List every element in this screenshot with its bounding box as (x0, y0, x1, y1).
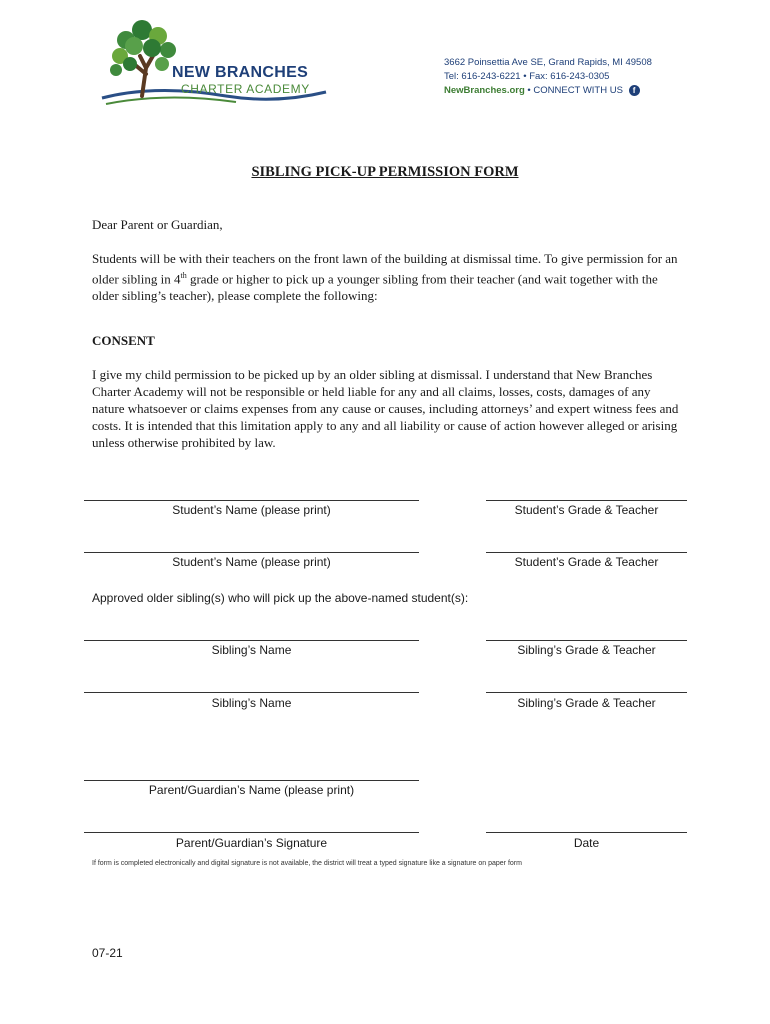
approved-siblings-label: Approved older sibling(s) who will pick up the above-named student(s): (92, 591, 469, 605)
parent-signature-label: Parent/Guardian’s Signature (175, 836, 328, 850)
intro-superscript: th (180, 271, 187, 280)
student-grade-1-line[interactable] (486, 500, 687, 501)
student-grade-2-label: Student’s Grade & Teacher (514, 555, 659, 569)
sibling-name-1-line[interactable] (84, 640, 419, 641)
school-website[interactable]: NewBranches.org (444, 85, 525, 97)
intro-text-start: Students will be with their teachers on the front lawn of the building at dismissal time. To give permission for an older sibling in 4 (92, 251, 678, 287)
student-grade-1-label: Student’s Grade & Teacher (514, 503, 659, 517)
consent-paragraph: I give my child permission to be picked up by an older sibling at dismissal. I understand that New Branches Charter Academy will not be responsible or held liable for any and all claims, losses, costs, damages of any nature whatsoever or claims expenses from any cause or causes, including attorneys’ and expert witness fees and costs. It is intended that this limitation apply to any and all liability or cause of action however alleged or arising unless otherwise prohibited by law. (92, 367, 679, 450)
intro-paragraph (92, 250, 682, 304)
sibling-grade-2-label: Sibling’s Grade & Teacher (517, 696, 656, 710)
student-grade-2-line[interactable] (486, 552, 687, 553)
connect-label: • CONNECT WITH US (527, 85, 623, 97)
student-name-2-label: Student’s Name (please print) (172, 555, 331, 569)
logo-name: NEW BRANCHES (172, 64, 309, 81)
student-name-1-label: Student’s Name (please print) (172, 503, 331, 517)
consent-heading: CONSENT (92, 333, 155, 348)
sibling-grade-1-label: Sibling’s Grade & Teacher (517, 643, 656, 657)
sibling-grade-2-line[interactable] (486, 692, 687, 693)
form-title: SIBLING PICK-UP PERMISSION FORM (251, 164, 519, 180)
date-line[interactable] (486, 832, 687, 833)
parent-name-label: Parent/Guardian’s Name (please print) (148, 783, 355, 797)
school-web-line (444, 85, 640, 96)
school-phone-fax: Tel: 616-243-6221 • Fax: 616-243-0305 (444, 71, 610, 82)
sibling-grade-1-line[interactable] (486, 640, 687, 641)
date-label: Date (573, 836, 600, 850)
signature-note: If form is completed electronically and digital signature is not available, the district will treat a typed signature like a signature on paper form (92, 860, 522, 867)
intro-text-end: grade or higher to pick up a younger sibling from their teacher (and wait together with the older sibling’s teacher), please complete the following: (92, 271, 658, 304)
student-name-2-line[interactable] (84, 552, 419, 553)
facebook-icon[interactable]: f (629, 85, 640, 96)
student-name-1-line[interactable] (84, 500, 419, 501)
sibling-name-2-label: Sibling’s Name (211, 696, 292, 710)
school-address: 3662 Poinsettia Ave SE, Grand Rapids, MI 49508 (444, 57, 652, 68)
greeting: Dear Parent or Guardian, (92, 217, 223, 232)
parent-name-line[interactable] (84, 780, 419, 781)
sibling-name-1-label: Sibling’s Name (211, 643, 292, 657)
form-code: 07-21 (92, 946, 123, 960)
sibling-name-2-line[interactable] (84, 692, 419, 693)
parent-signature-line[interactable] (84, 832, 419, 833)
logo-subtitle: CHARTER ACADEMY (181, 82, 310, 96)
